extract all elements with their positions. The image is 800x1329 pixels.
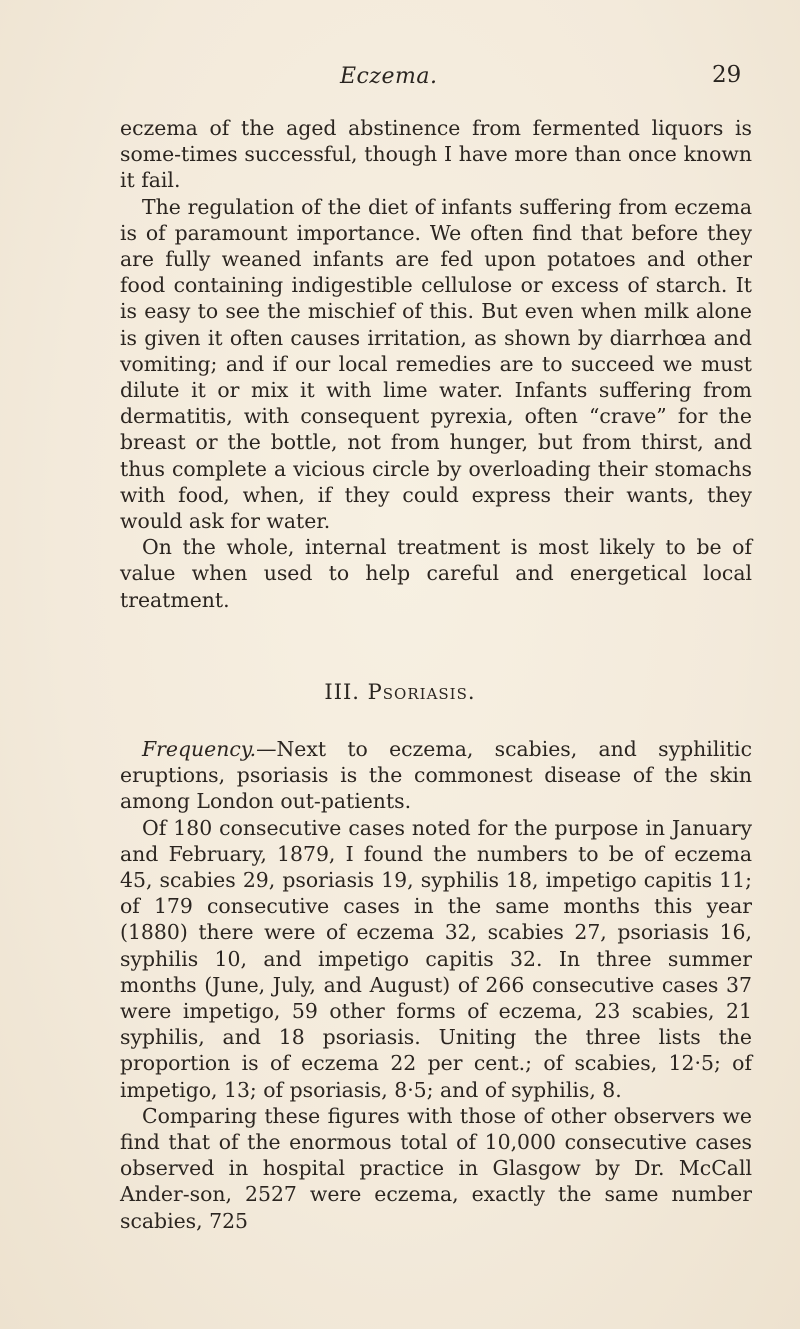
paragraph-case-counts: Of 180 consecutive cases noted for the purpose in January and February, 1879, I found the numbers to be of eczema 45, scabies 29, psoriasis 19, syphilis 18, impetigo capitis 11; of 179 consecutive cases in the same months this year (1880) there were of eczema 32, scabies 27, psoriasis 16, syphilis 10, and impetigo capitis 32. In three summer months (June, July, and August) of 266 consecutive cases 37 were impetigo, 59 other forms of eczema, 23 scabies, 21 syphilis, and 18 psoriasis. Uniting the three lists the proportion is of eczema 22 per cent.; of scabies, 12·5; of impetigo, 13; of psoriasis, 8·5; and of syphilis, 8. bbox=[120, 815, 752, 1102]
section-heading bbox=[0, 680, 800, 704]
paragraph-internal-treatment: On the whole, internal treatment is most likely to be of value when used to help careful and energetical local treatment. bbox=[120, 535, 752, 612]
page-number: 29 bbox=[712, 62, 742, 88]
paragraph-frequency bbox=[120, 736, 752, 815]
running-title: Eczema. bbox=[340, 64, 438, 89]
text-block-frequency bbox=[120, 736, 752, 1234]
section-numeral: III. bbox=[324, 680, 360, 704]
frequency-lead: Frequency. bbox=[142, 737, 257, 761]
text-block-diet bbox=[120, 115, 752, 613]
section-title: Psoriasis. bbox=[367, 680, 476, 704]
paragraph-aged-abstinence: eczema of the aged abstinence from fermented liquors is some-times successful, though I have more than once known it fail. bbox=[120, 116, 752, 193]
frequency-text: —Next to eczema, scabies, and syphilitic eruptions, psoriasis is the commonest disease of the skin among London out-patients. bbox=[120, 737, 752, 814]
paragraph-infant-diet: The regulation of the diet of infants suffering from eczema is of paramount importance. We often find that before they are fully weaned infants are fed upon potatoes and other food containing indigestible cellulose or excess of starch. It is easy to see the mischief of this. But even when milk alone is given it often causes irritation, as shown by diarrhœa and vomiting; and if our local remedies are to succeed we must dilute it or mix it with lime water. Infants suffering from dermatitis, with consequent pyrexia, often “crave” for the breast or the bottle, not from hunger, but from thirst, and thus complete a vicious circle by overloading their stomachs with food, when, if they could express their wants, they would ask for water. bbox=[120, 194, 752, 534]
page-header bbox=[0, 64, 800, 98]
paragraph-comparison: Comparing these figures with those of other observers we find that of the enormous total of 10,000 consecutive cases observed in hospital practice in Glasgow by Dr. McCall Ander-son, 2527 were eczema, exactly the same number scabies, 725 bbox=[120, 1103, 752, 1233]
